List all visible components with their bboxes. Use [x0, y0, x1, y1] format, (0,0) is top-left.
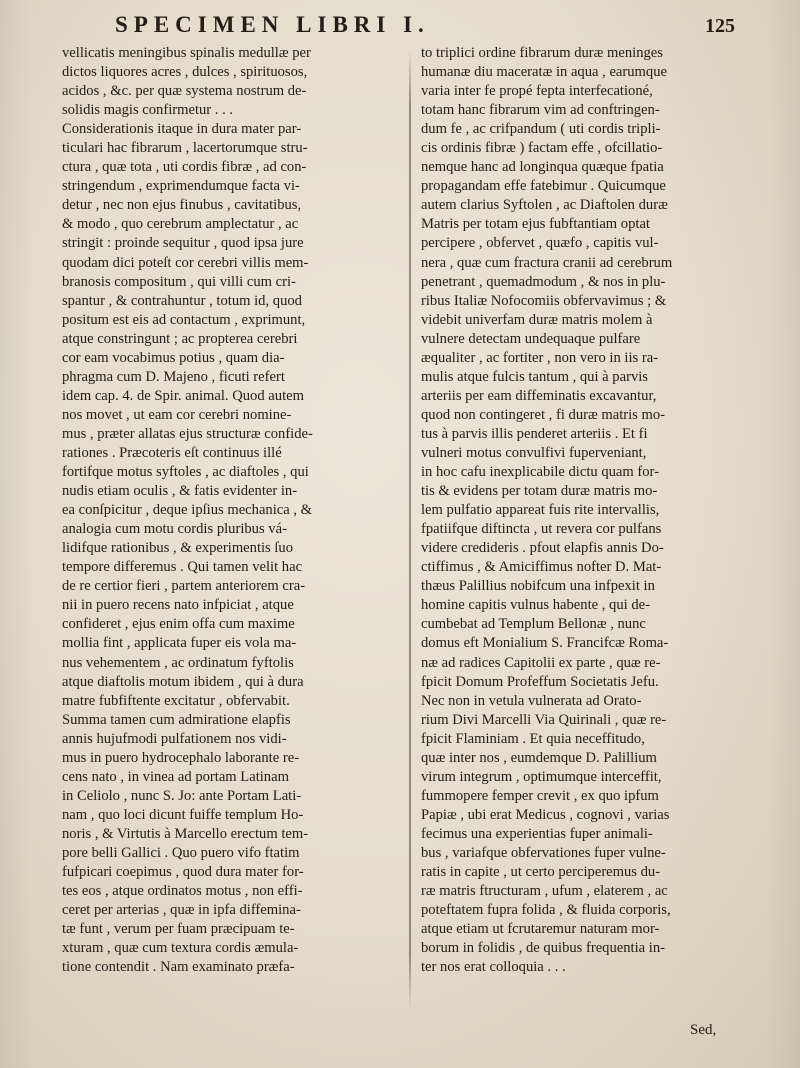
text-line: ter nos erat colloquia . . . [421, 959, 566, 976]
text-line: domus eft Monialium S. Francifcæ Roma- [421, 635, 669, 652]
text-line: cis ordinis fibræ ) factam effe , ofcillatio- [421, 140, 663, 157]
text-line: nam , quo loci dicunt fuiffe templum Ho- [62, 806, 304, 823]
text-line: in hoc cafu inexplicabile dictu quam for- [421, 464, 659, 481]
text-line: Summa tamen cum admiratione elapfis [62, 711, 291, 728]
text-line: ctura , quæ tota , uti cordis fibræ , ad con- [62, 159, 307, 176]
text-line: penetrant , quemadmodum , & nos in plu- [421, 273, 666, 290]
text-line: fpatiifque diftincta , ut revera cor pulfans [421, 521, 662, 538]
catchword: Sed, [690, 1022, 717, 1038]
text-line: ctiffimus , & Amiciffimus nofter D. Mat- [421, 559, 662, 576]
text-line: quod non contingeret , fi duræ matris mo- [421, 406, 665, 423]
text-line: Nec non in vetula vulnerata ad Orato- [421, 692, 642, 709]
text-line: stringit : proinde sequitur , quod ipsa jure [62, 235, 304, 252]
text-line: ticulari hac fibrarum , lacertorumque stru- [62, 140, 308, 157]
text-line: solidis magis confirmetur . . . [62, 102, 234, 119]
text-line: Papiæ , ubi erat Medicus , cognovi , varias [421, 806, 670, 823]
text-line: de re certior fieri , partem anteriorem cra- [62, 578, 306, 595]
text-line: nus vehementem , ac ordinatum fyftolis [62, 654, 294, 671]
text-line: varia inter fe propé fepta interfecationé, [421, 83, 653, 100]
page-edge-shadow-left [0, 0, 34, 1068]
text-line: propagandam effe fatebimur . Quicumque [421, 178, 666, 195]
text-line: mollia fint , applicata fuper eis vola ma- [62, 635, 297, 652]
text-line: mus , præter allatas ejus structuræ confide- [62, 425, 313, 442]
text-line: tes eos , atque ordinatos motus , non effi- [62, 883, 303, 900]
text-line: positum est eis ad contactum , exprimunt, [62, 311, 306, 328]
text-line: nii in puero recens nato infpiciat , atque [62, 597, 294, 614]
page-number: 125 [705, 15, 735, 37]
text-line: tempore differemus . Qui tamen velit hac [62, 559, 303, 576]
text-line: poteftatem fupra folida , & fluida corporis, [421, 902, 671, 919]
text-line: fecimus una experientias fuper animali- [421, 825, 653, 842]
text-line: tione contendit . Nam examinato præfa- [62, 959, 295, 976]
text-line: videre credideris . pfout elapfis annis Do- [421, 540, 664, 557]
text-line: dictos liquores acres , dulces , spirituosos, [62, 64, 308, 81]
page-edge-shadow-right [766, 0, 800, 1068]
text-line: cumbebat ad Templum Bellonæ , nunc [421, 616, 646, 633]
text-line: atque constringunt ; ac propterea cerebri [62, 330, 298, 347]
text-line: annis hujufmodi pulfationem nos vidi- [62, 730, 287, 747]
text-line: totam hanc fibrarum vim ad conftringen- [421, 102, 660, 119]
text-line: pore belli Gallici . Quo puero vifo ftatim [62, 844, 300, 861]
text-line: branosis compositum , qui villi cum cri- [62, 273, 296, 290]
running-title: SPECIMEN LIBRI I. [115, 12, 430, 37]
text-line: homine capitis vulnus habente , qui de- [421, 597, 650, 614]
text-line: autem clarius Syftolen , ac Diaftolen duræ [421, 197, 668, 214]
text-line: bus , variafque obfervationes fuper vulne- [421, 844, 666, 861]
text-line: mus in puero hydrocephalo laborante re- [62, 749, 300, 766]
page-header [115, 12, 735, 42]
text-line: vulnere detectam undequaque pulfare [421, 330, 641, 347]
text-line: Considerationis itaque in dura mater par- [62, 121, 302, 138]
text-line: rationes . Præcoteris eſt continuus illé [62, 444, 282, 461]
text-line: rium Divi Marcelli Via Quirinali , quæ re- [421, 711, 667, 728]
text-line: spantur , & contrahuntur , totum id, quod [62, 292, 302, 309]
text-line: stringendum , exprimendumque facta vi- [62, 178, 300, 195]
text-line: fummopere femper crevit , ex quo ipfum [421, 787, 659, 804]
text-line: æqualiter , ac fortiter , non vero in iis ra- [421, 349, 659, 366]
text-line: nudis etiam oculis , & fatis evidenter in- [62, 483, 298, 500]
text-line: lem pulfatio appareat fuis rite intervallis, [421, 502, 660, 519]
text-line: fortifque motus syftoles , ac diaftoles , qui [62, 464, 309, 481]
text-line: detur , nec non ejus finubus , cavitatibus, [62, 197, 302, 214]
text-line: confideret , ejus enim offa cum maxime [62, 616, 295, 633]
text-line: noris , & Virtutis à Marcello erectum tem- [62, 825, 309, 842]
text-line: vulneri motus convulfivi fuperveniant, [421, 444, 647, 461]
text-line: in Celiolo , nunc S. Jo: ante Portam Lati- [62, 787, 302, 804]
text-line: idem cap. 4. de Spir. animal. Quod autem [62, 387, 304, 404]
text-line: & modo , quo cerebrum amplectatur , ac [62, 216, 299, 233]
text-line: acidos , &c. per quæ systema nostrum de- [62, 83, 307, 100]
text-line: arteriis per eam diffeminatis excavantur, [421, 387, 657, 404]
text-line: vellicatis meningibus spinalis medullæ per [62, 45, 311, 61]
text-line: ceret per arterias , quæ in ipfa diffemina- [62, 902, 301, 919]
text-line: thæus Palillius nobifcum una infpexit in [421, 578, 655, 595]
right-column [421, 44, 762, 1019]
text-line: virum integrum , optimumque interceffit, [421, 768, 662, 785]
text-line: fpicit Domum Profeffum Societatis Jefu. [421, 673, 659, 690]
text-line: phragma cum D. Majeno , ficuti refert [62, 368, 285, 385]
text-line: næ ad radices Capitolii ex parte , quæ re- [421, 654, 661, 671]
text-line: dum fe , ac crifpandum ( uti cordis tripli- [421, 121, 661, 138]
text-line: nemque hanc ad longinqua quæque fpatia [421, 159, 664, 176]
text-line: ribus Italiæ Nofocomiis obfervavimus ; & [421, 292, 667, 309]
text-line: ea conſpicitur , deque ipſius mechanica , & [62, 502, 313, 519]
text-columns [62, 44, 762, 1019]
text-line: cor eam vocabimus potius , quam dia- [62, 349, 285, 366]
text-line: cens nato , in vinea ad portam Latinam [62, 768, 289, 785]
text-line: humanæ diu maceratæ in aqua , earumque [421, 64, 667, 81]
text-line: analogia cum motu cordis pluribus vá- [62, 521, 287, 538]
text-line: ratis in capite , ut certo perciperemus du- [421, 864, 661, 881]
text-line: quodam dici poteſt cor cerebri villis mem- [62, 254, 309, 271]
text-line: tus à parvis illis penderet arteriis . Et fi [421, 425, 648, 442]
text-line: tis & evidens per totam duræ matris mo- [421, 483, 658, 500]
text-line: videbit univerfam duræ matris molem à [421, 311, 653, 328]
text-line: tæ funt , verum per fuam præcipuam te- [62, 921, 295, 938]
text-line: xturam , quæ cum textura cordis æmula- [62, 940, 299, 957]
text-line: mulis atque fulcis tantum , qui à parvis [421, 368, 648, 385]
text-line: percipere , obfervet , quæfo , capitis vul- [421, 235, 659, 252]
text-line: ræ matris ftructuram , ufum , elaterem , ac [421, 883, 668, 900]
text-line: nos movet , ut eam cor cerebri nomine- [62, 406, 292, 423]
text-line: atque etiam ut fcrutaremur naturam mor- [421, 921, 660, 938]
text-line: atque diaftolis motum ibidem , qui à dura [62, 673, 304, 690]
left-column [62, 44, 403, 1019]
text-line: nera , quæ cum fractura cranii ad cerebrum [421, 254, 673, 271]
text-line: borum in folidis , de quibus frequentia in- [421, 940, 665, 957]
text-line: fufpicari coepimus , quod dura mater for- [62, 864, 304, 881]
text-line: lidifque rationibus , & experimentis ſuo [62, 540, 294, 557]
text-line: quæ inter nos , eumdemque D. Palillium [421, 749, 657, 766]
text-line: fpicit Flaminiam . Et quia neceffitudo, [421, 730, 645, 747]
text-line: matre fubfiftente excitatur , obfervabit. [62, 692, 290, 709]
text-line: Matris per totam ejus fubftantiam optat [421, 216, 650, 233]
text-line: to triplici ordine fibrarum duræ meninges [421, 45, 663, 61]
